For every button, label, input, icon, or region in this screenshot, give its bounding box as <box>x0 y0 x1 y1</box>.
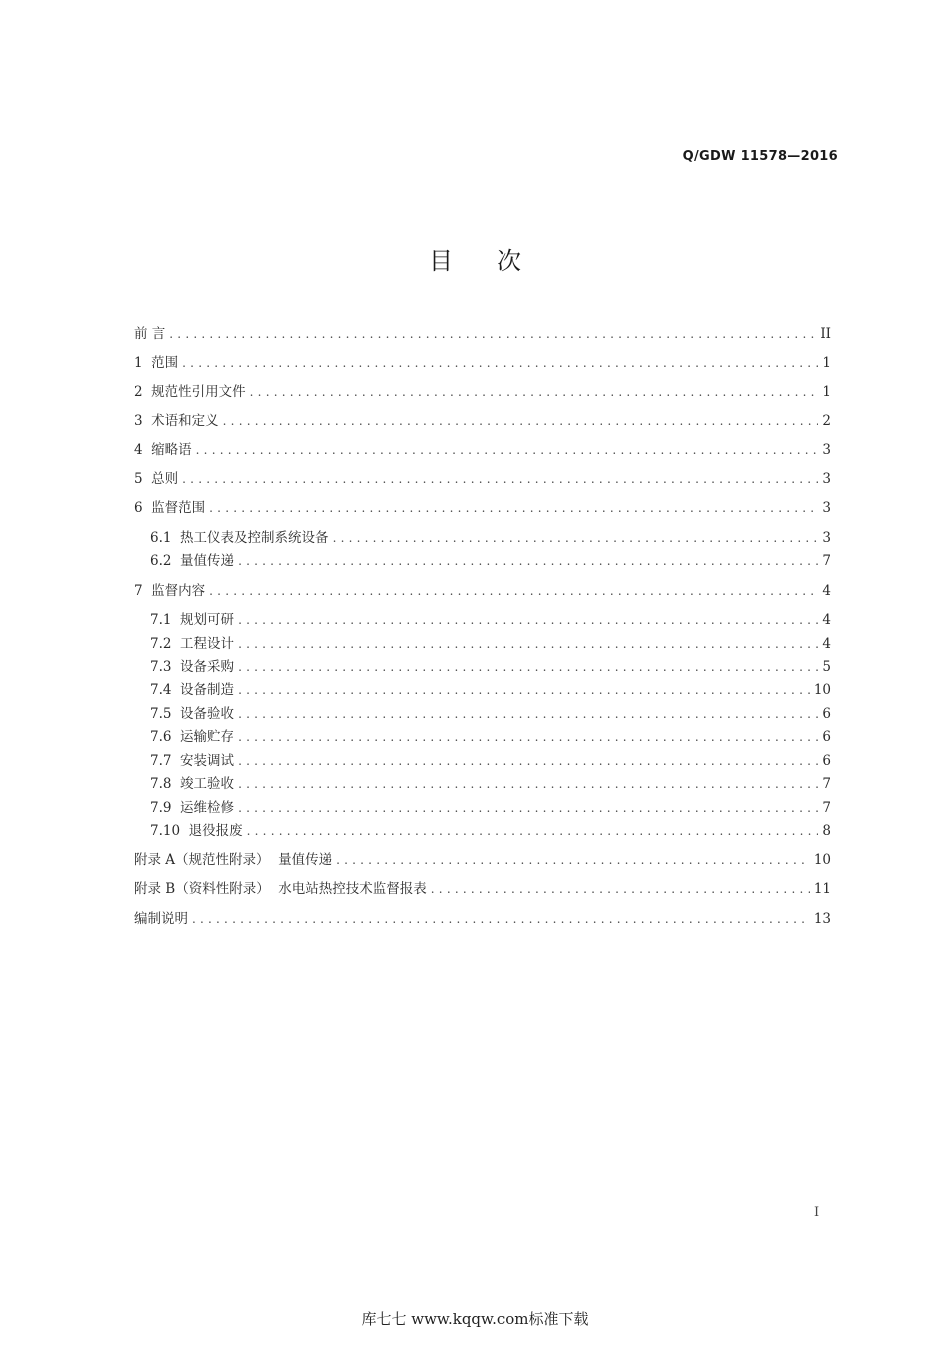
leader-dots <box>238 773 818 795</box>
toc-entry-label: 5 总则 <box>134 471 179 487</box>
leader-dots <box>223 410 819 432</box>
leader-dots <box>333 527 819 549</box>
toc-entry-page: 2 <box>822 413 831 429</box>
leader-dots <box>209 497 818 519</box>
standard-code: Q/GDW 11578—2016 <box>682 149 838 164</box>
toc-entry-7-2[interactable] <box>150 633 831 655</box>
leader-dots <box>169 323 816 345</box>
toc-entry-label: 附录 B（资料性附录） 水电站热控技术监督报表 <box>134 881 427 897</box>
leader-dots <box>247 820 819 842</box>
toc-entry-page: 13 <box>813 911 831 927</box>
toc-entry-page: II <box>820 326 831 342</box>
leader-dots <box>238 726 818 748</box>
toc-entry-7-8[interactable] <box>150 773 831 795</box>
toc-entry-appendix-a[interactable] <box>134 849 831 871</box>
toc-entry-1[interactable] <box>134 352 831 374</box>
toc-entry-7-9[interactable] <box>150 797 831 819</box>
toc-entry-page: 1 <box>822 355 831 371</box>
toc-entry-page: 8 <box>822 823 831 839</box>
toc-title: 目次 <box>429 247 565 275</box>
toc-entry-page: 4 <box>822 583 831 599</box>
toc-entry-page: 3 <box>822 530 831 546</box>
leader-dots <box>196 439 819 461</box>
toc-entry-page: 1 <box>822 384 831 400</box>
leader-dots <box>431 878 810 900</box>
toc-entry-label: 7.3 设备采购 <box>150 659 235 675</box>
toc-entry-7-1[interactable] <box>150 609 831 631</box>
toc-entry-label: 前 言 <box>134 326 166 342</box>
toc-entry-label: 编制说明 <box>134 911 188 927</box>
leader-dots <box>250 381 819 403</box>
leader-dots <box>336 849 810 871</box>
leader-dots <box>238 609 818 631</box>
toc-entry-label: 7 监督内容 <box>134 583 206 599</box>
toc-entry-label: 4 缩略语 <box>134 442 192 458</box>
toc-entry-page: 7 <box>822 776 831 792</box>
toc-entry-label: 6 监督范围 <box>134 500 206 516</box>
leader-dots <box>182 352 818 374</box>
leader-dots <box>182 468 818 490</box>
toc-entry-label: 7.4 设备制造 <box>150 682 235 698</box>
toc-entry-appendix-b[interactable] <box>134 878 831 900</box>
toc-entry-page: 6 <box>822 729 831 745</box>
toc-entry-7-6[interactable] <box>150 726 831 748</box>
toc-entry-label: 3 术语和定义 <box>134 413 219 429</box>
toc-entry-page: 6 <box>822 753 831 769</box>
toc-entry-page: 3 <box>822 471 831 487</box>
toc-entry-7-7[interactable] <box>150 750 831 772</box>
toc-entry-6-2[interactable] <box>150 550 831 572</box>
toc-entry-page: 10 <box>813 852 831 868</box>
toc-entry-7-10[interactable] <box>150 820 831 842</box>
toc-entry-label: 7.2 工程设计 <box>150 636 235 652</box>
leader-dots <box>238 656 818 678</box>
toc-entry-2[interactable] <box>134 381 831 403</box>
leader-dots <box>238 703 818 725</box>
page-number: I <box>814 1205 820 1220</box>
toc-entry-6-1[interactable] <box>150 527 831 549</box>
toc-entry-7-5[interactable] <box>150 703 831 725</box>
leader-dots <box>192 908 810 930</box>
toc-entry-page: 3 <box>822 500 831 516</box>
leader-dots <box>238 797 818 819</box>
toc-entry-page: 3 <box>822 442 831 458</box>
toc-entry-label: 7.7 安装调试 <box>150 753 235 769</box>
toc-entry-label: 7.5 设备验收 <box>150 706 235 722</box>
toc-entry-label: 7.6 运输贮存 <box>150 729 235 745</box>
toc-entry-7[interactable] <box>134 580 831 602</box>
leader-dots <box>209 580 818 602</box>
leader-dots <box>238 750 818 772</box>
footer-watermark: 库七七 www.kqqw.com标准下载 <box>361 1310 589 1328</box>
toc-entry-page: 4 <box>822 612 831 628</box>
toc-entry-label: 6.1 热工仪表及控制系统设备 <box>150 530 329 546</box>
toc-entry-page: 4 <box>822 636 831 652</box>
toc-entry-label: 7.8 竣工验收 <box>150 776 235 792</box>
toc-entry-page: 11 <box>813 881 831 897</box>
toc-entry-page: 10 <box>813 682 831 698</box>
toc-entry-compilation-notes[interactable] <box>134 908 831 930</box>
toc-entry-7-3[interactable] <box>150 656 831 678</box>
toc-entry-label: 2 规范性引用文件 <box>134 384 246 400</box>
toc-entry-label: 6.2 量值传递 <box>150 553 235 569</box>
toc-entry-label: 7.9 运维检修 <box>150 800 235 816</box>
toc-entry-7-4[interactable] <box>150 679 831 701</box>
toc-entry-label: 1 范围 <box>134 355 179 371</box>
toc-entry-page: 6 <box>822 706 831 722</box>
leader-dots <box>238 550 818 572</box>
toc-entry-4[interactable] <box>134 439 831 461</box>
toc-entry-page: 5 <box>822 659 831 675</box>
toc-entry-page: 7 <box>822 553 831 569</box>
leader-dots <box>238 633 818 655</box>
toc-entry-label: 7.10 退役报废 <box>150 823 243 839</box>
toc-entry-page: 7 <box>822 800 831 816</box>
toc-entry-5[interactable] <box>134 468 831 490</box>
toc-entry-foreword[interactable] <box>134 323 831 345</box>
toc-entry-6[interactable] <box>134 497 831 519</box>
toc-entry-label: 7.1 规划可研 <box>150 612 235 628</box>
leader-dots <box>238 679 810 701</box>
toc-entry-3[interactable] <box>134 410 831 432</box>
toc-entry-label: 附录 A（规范性附录） 量值传递 <box>134 852 333 868</box>
